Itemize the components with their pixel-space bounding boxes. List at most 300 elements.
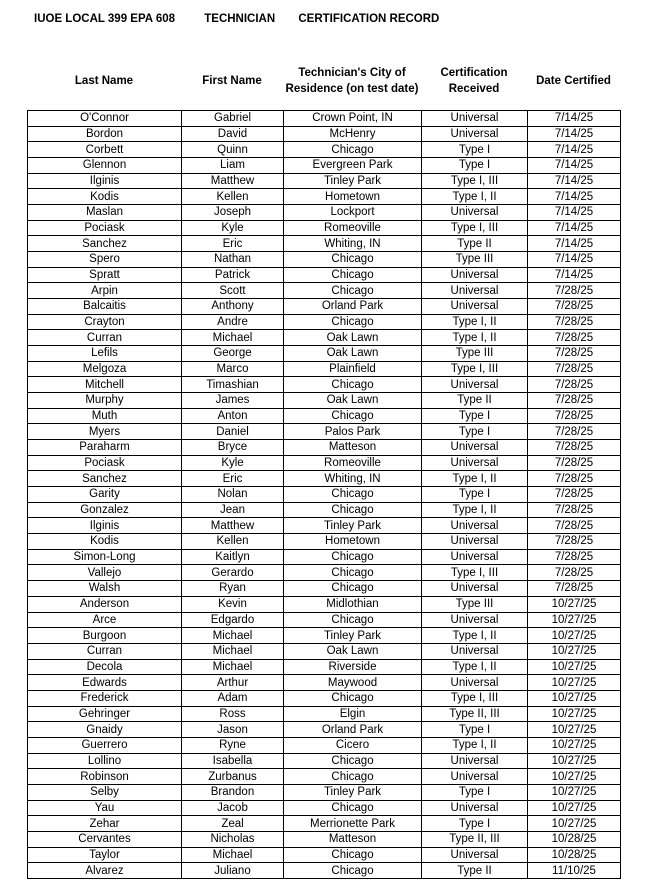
date-cell: 10/27/25 (528, 690, 621, 706)
table-row (28, 549, 621, 565)
organization-title: IUOE LOCAL 399 EPA 608 (34, 13, 176, 25)
date-cell: 7/28/25 (528, 440, 621, 456)
table-row (28, 487, 621, 503)
city-cell: Chicago (284, 283, 422, 299)
certification-cell: Universal (422, 111, 528, 127)
first-name-cell: Arthur (182, 675, 284, 691)
city-cell: Chicago (284, 863, 422, 879)
first-name-cell: Kellen (182, 189, 284, 205)
date-cell: 10/27/25 (528, 816, 621, 832)
date-cell: 7/28/25 (528, 534, 621, 550)
certification-cell: Type I (422, 487, 528, 503)
date-cell: 10/27/25 (528, 800, 621, 816)
last-name-cell: Gnaidy (28, 722, 182, 738)
certification-cell: Type I (422, 784, 528, 800)
date-cell: 10/27/25 (528, 628, 621, 644)
date-cell: 7/28/25 (528, 314, 621, 330)
first-name-cell: Liam (182, 158, 284, 174)
date-cell: 10/27/25 (528, 769, 621, 785)
certification-cell: Type I, II (422, 659, 528, 675)
first-name-cell: Jason (182, 722, 284, 738)
certification-cell: Type I (422, 158, 528, 174)
first-name-cell: Adam (182, 690, 284, 706)
date-cell: 7/14/25 (528, 220, 621, 236)
table-row (28, 455, 621, 471)
last-name-cell: Cervantes (28, 831, 182, 847)
table-row (28, 236, 621, 252)
table-row (28, 299, 621, 315)
certification-cell: Type I, II (422, 471, 528, 487)
date-cell: 7/28/25 (528, 518, 621, 534)
last-name-cell: Arce (28, 612, 182, 628)
last-name-cell: Maslan (28, 205, 182, 221)
certification-cell: Universal (422, 753, 528, 769)
date-cell: 10/27/25 (528, 722, 621, 738)
city-cell: Oak Lawn (284, 393, 422, 409)
city-cell: Romeoville (284, 455, 422, 471)
table-row (28, 816, 621, 832)
date-cell: 7/28/25 (528, 283, 621, 299)
first-name-cell: Edgardo (182, 612, 284, 628)
city-cell: Evergreen Park (284, 158, 422, 174)
table-row (28, 769, 621, 785)
certification-cell: Type III (422, 252, 528, 268)
certification-cell: Universal (422, 455, 528, 471)
last-name-cell: Guerrero (28, 737, 182, 753)
date-cell: 7/28/25 (528, 346, 621, 362)
certification-cell: Type I, III (422, 565, 528, 581)
first-name-cell: Juliano (182, 863, 284, 879)
last-name-cell: Zehar (28, 816, 182, 832)
column-header-certification: Certification Received (440, 67, 508, 95)
city-cell: Hometown (284, 534, 422, 550)
first-name-cell: Zeal (182, 816, 284, 832)
first-name-cell: Nathan (182, 252, 284, 268)
last-name-cell: Arpin (28, 283, 182, 299)
last-name-cell: Crayton (28, 314, 182, 330)
last-name-cell: Paraharm (28, 440, 182, 456)
table-row (28, 581, 621, 597)
first-name-cell: George (182, 346, 284, 362)
certification-cell: Universal (422, 377, 528, 393)
date-cell: 10/28/25 (528, 831, 621, 847)
city-cell: Chicago (284, 408, 422, 424)
city-cell: Lockport (284, 205, 422, 221)
first-name-cell: Michael (182, 847, 284, 863)
last-name-cell: Frederick (28, 690, 182, 706)
table-row (28, 596, 621, 612)
certification-cell: Type I, II (422, 330, 528, 346)
last-name-cell: Sanchez (28, 236, 182, 252)
table-row (28, 142, 621, 158)
last-name-cell: Vallejo (28, 565, 182, 581)
last-name-cell: Ilginis (28, 518, 182, 534)
table-row (28, 800, 621, 816)
date-cell: 7/28/25 (528, 299, 621, 315)
date-cell: 10/27/25 (528, 737, 621, 753)
first-name-cell: Kyle (182, 220, 284, 236)
last-name-cell: Sanchez (28, 471, 182, 487)
date-cell: 7/28/25 (528, 393, 621, 409)
city-cell: Chicago (284, 487, 422, 503)
date-cell: 7/28/25 (528, 455, 621, 471)
date-cell: 7/28/25 (528, 424, 621, 440)
date-cell: 10/27/25 (528, 784, 621, 800)
column-header-city: Technician's City of Residence (on test date) (285, 67, 419, 95)
table-row (28, 126, 621, 142)
first-name-cell: Isabella (182, 753, 284, 769)
table-row (28, 863, 621, 879)
table-row (28, 690, 621, 706)
date-cell: 7/28/25 (528, 330, 621, 346)
first-name-cell: Matthew (182, 518, 284, 534)
last-name-cell: Curran (28, 643, 182, 659)
certification-cell: Type I, II (422, 189, 528, 205)
city-cell: Chicago (284, 581, 422, 597)
city-cell: Tinley Park (284, 784, 422, 800)
city-cell: Chicago (284, 753, 422, 769)
table-row (28, 408, 621, 424)
city-cell: Matteson (284, 831, 422, 847)
city-cell: Tinley Park (284, 628, 422, 644)
first-name-cell: Marco (182, 361, 284, 377)
first-name-cell: James (182, 393, 284, 409)
certification-cell: Universal (422, 675, 528, 691)
table-row (28, 314, 621, 330)
date-cell: 7/28/25 (528, 549, 621, 565)
date-cell: 7/28/25 (528, 471, 621, 487)
first-name-cell: Kellen (182, 534, 284, 550)
certification-cell: Universal (422, 643, 528, 659)
date-cell: 7/14/25 (528, 236, 621, 252)
table-row (28, 189, 621, 205)
last-name-cell: Decola (28, 659, 182, 675)
date-cell: 10/27/25 (528, 706, 621, 722)
last-name-cell: Muth (28, 408, 182, 424)
last-name-cell: Kodis (28, 534, 182, 550)
column-header-last-name: Last Name (74, 75, 134, 87)
certification-cell: Universal (422, 534, 528, 550)
city-cell: Chicago (284, 800, 422, 816)
first-name-cell: Daniel (182, 424, 284, 440)
certification-cell: Type I (422, 816, 528, 832)
first-name-cell: Nicholas (182, 831, 284, 847)
last-name-cell: Kodis (28, 189, 182, 205)
certification-cell: Type II (422, 236, 528, 252)
certification-cell: Universal (422, 847, 528, 863)
certification-cell: Type II, III (422, 706, 528, 722)
date-cell: 7/14/25 (528, 126, 621, 142)
city-cell: Chicago (284, 549, 422, 565)
city-cell: Orland Park (284, 299, 422, 315)
first-name-cell: Michael (182, 330, 284, 346)
first-name-cell: Anton (182, 408, 284, 424)
table-row (28, 220, 621, 236)
city-cell: Crown Point, IN (284, 111, 422, 127)
date-cell: 10/28/25 (528, 847, 621, 863)
table-row (28, 753, 621, 769)
first-name-cell: Eric (182, 236, 284, 252)
table-row (28, 502, 621, 518)
first-name-cell: Timashian (182, 377, 284, 393)
table-row (28, 518, 621, 534)
last-name-cell: Curran (28, 330, 182, 346)
table-row (28, 424, 621, 440)
city-cell: Whiting, IN (284, 236, 422, 252)
certification-cell: Type II, III (422, 831, 528, 847)
table-row (28, 643, 621, 659)
table-row (28, 784, 621, 800)
first-name-cell: Gerardo (182, 565, 284, 581)
table-row (28, 377, 621, 393)
date-cell: 10/27/25 (528, 596, 621, 612)
date-cell: 7/28/25 (528, 408, 621, 424)
certification-cell: Universal (422, 549, 528, 565)
city-cell: Whiting, IN (284, 471, 422, 487)
certification-cell: Universal (422, 299, 528, 315)
first-name-cell: Brandon (182, 784, 284, 800)
date-cell: 10/27/25 (528, 753, 621, 769)
city-cell: Midlothian (284, 596, 422, 612)
document-header (34, 13, 439, 25)
date-cell: 7/14/25 (528, 189, 621, 205)
column-header-first-name: First Name (202, 75, 262, 87)
city-cell: Chicago (284, 252, 422, 268)
last-name-cell: Pociask (28, 455, 182, 471)
certification-cell: Type I, II (422, 314, 528, 330)
date-cell: 7/14/25 (528, 267, 621, 283)
certification-cell: Universal (422, 440, 528, 456)
last-name-cell: Garity (28, 487, 182, 503)
table-row (28, 471, 621, 487)
certification-cell: Universal (422, 283, 528, 299)
city-cell: Chicago (284, 142, 422, 158)
last-name-cell: Lefils (28, 346, 182, 362)
date-cell: 7/28/25 (528, 487, 621, 503)
city-cell: Chicago (284, 612, 422, 628)
certification-cell: Universal (422, 518, 528, 534)
last-name-cell: Taylor (28, 847, 182, 863)
last-name-cell: Gehringer (28, 706, 182, 722)
last-name-cell: Walsh (28, 581, 182, 597)
table-row (28, 737, 621, 753)
certification-cell: Type II (422, 863, 528, 879)
table-row (28, 111, 621, 127)
certification-cell: Universal (422, 800, 528, 816)
city-cell: Romeoville (284, 220, 422, 236)
certification-cell: Type I, II (422, 628, 528, 644)
last-name-cell: Robinson (28, 769, 182, 785)
date-cell: 7/28/25 (528, 377, 621, 393)
certification-cell: Type I, III (422, 173, 528, 189)
date-cell: 10/27/25 (528, 643, 621, 659)
first-name-cell: Andre (182, 314, 284, 330)
certification-cell: Type II (422, 393, 528, 409)
table-row (28, 675, 621, 691)
city-cell: Chicago (284, 314, 422, 330)
table-row (28, 565, 621, 581)
date-cell: 7/28/25 (528, 565, 621, 581)
last-name-cell: Murphy (28, 393, 182, 409)
certification-cell: Type I, II (422, 737, 528, 753)
table-row (28, 346, 621, 362)
certification-cell: Type I, III (422, 220, 528, 236)
city-cell: Tinley Park (284, 518, 422, 534)
last-name-cell: Mitchell (28, 377, 182, 393)
certification-cell: Type I (422, 408, 528, 424)
city-cell: McHenry (284, 126, 422, 142)
certification-cell: Universal (422, 612, 528, 628)
city-cell: Oak Lawn (284, 643, 422, 659)
city-cell: Hometown (284, 189, 422, 205)
table-row (28, 612, 621, 628)
last-name-cell: Ilginis (28, 173, 182, 189)
last-name-cell: Selby (28, 784, 182, 800)
first-name-cell: Scott (182, 283, 284, 299)
city-cell: Cicero (284, 737, 422, 753)
city-cell: Elgin (284, 706, 422, 722)
first-name-cell: Jean (182, 502, 284, 518)
last-name-cell: Spero (28, 252, 182, 268)
certification-cell: Type I (422, 142, 528, 158)
last-name-cell: Lollino (28, 753, 182, 769)
city-cell: Oak Lawn (284, 346, 422, 362)
city-cell: Orland Park (284, 722, 422, 738)
date-cell: 7/28/25 (528, 502, 621, 518)
certification-cell: Type I (422, 424, 528, 440)
certification-cell: Type I (422, 722, 528, 738)
last-name-cell: Melgoza (28, 361, 182, 377)
last-name-cell: Myers (28, 424, 182, 440)
last-name-cell: Yau (28, 800, 182, 816)
city-cell: Chicago (284, 769, 422, 785)
certification-cell: Universal (422, 769, 528, 785)
first-name-cell: Gabriel (182, 111, 284, 127)
first-name-cell: Quinn (182, 142, 284, 158)
last-name-cell: Glennon (28, 158, 182, 174)
table-row (28, 252, 621, 268)
certification-table (27, 110, 621, 879)
technician-title: TECHNICIAN (204, 13, 276, 25)
certification-cell: Type III (422, 346, 528, 362)
first-name-cell: Ross (182, 706, 284, 722)
city-cell: Plainfield (284, 361, 422, 377)
city-cell: Matteson (284, 440, 422, 456)
last-name-cell: Simon-Long (28, 549, 182, 565)
last-name-cell: Gonzalez (28, 502, 182, 518)
certification-cell: Type I, III (422, 690, 528, 706)
date-cell: 7/28/25 (528, 581, 621, 597)
certification-cell: Universal (422, 267, 528, 283)
column-header-date: Date Certified (536, 75, 611, 87)
table-row (28, 706, 621, 722)
city-cell: Maywood (284, 675, 422, 691)
table-row (28, 173, 621, 189)
last-name-cell: Balcaitis (28, 299, 182, 315)
city-cell: Tinley Park (284, 173, 422, 189)
certification-cell: Type I, III (422, 361, 528, 377)
table-row (28, 283, 621, 299)
first-name-cell: Joseph (182, 205, 284, 221)
last-name-cell: Anderson (28, 596, 182, 612)
record-title: CERTIFICATION RECORD (298, 13, 440, 25)
certification-cell: Universal (422, 581, 528, 597)
first-name-cell: Ryan (182, 581, 284, 597)
first-name-cell: Kaitlyn (182, 549, 284, 565)
first-name-cell: Anthony (182, 299, 284, 315)
first-name-cell: Michael (182, 628, 284, 644)
city-cell: Chicago (284, 377, 422, 393)
table-row (28, 361, 621, 377)
city-cell: Chicago (284, 267, 422, 283)
date-cell: 7/14/25 (528, 111, 621, 127)
table-row (28, 393, 621, 409)
last-name-cell: Burgoon (28, 628, 182, 644)
table-row (28, 722, 621, 738)
table-row (28, 330, 621, 346)
last-name-cell: Pociask (28, 220, 182, 236)
table-row (28, 659, 621, 675)
first-name-cell: Matthew (182, 173, 284, 189)
last-name-cell: Corbett (28, 142, 182, 158)
city-cell: Chicago (284, 502, 422, 518)
first-name-cell: Ryne (182, 737, 284, 753)
date-cell: 10/27/25 (528, 612, 621, 628)
date-cell: 7/14/25 (528, 142, 621, 158)
city-cell: Riverside (284, 659, 422, 675)
certification-cell: Type I, II (422, 502, 528, 518)
first-name-cell: Michael (182, 659, 284, 675)
date-cell: 7/14/25 (528, 173, 621, 189)
certification-cell: Type III (422, 596, 528, 612)
table-row (28, 534, 621, 550)
table-row (28, 205, 621, 221)
table-row (28, 267, 621, 283)
date-cell: 10/27/25 (528, 659, 621, 675)
table-row (28, 831, 621, 847)
first-name-cell: Jacob (182, 800, 284, 816)
first-name-cell: Michael (182, 643, 284, 659)
city-cell: Palos Park (284, 424, 422, 440)
table-row (28, 847, 621, 863)
table-row (28, 628, 621, 644)
last-name-cell: Bordon (28, 126, 182, 142)
date-cell: 7/14/25 (528, 252, 621, 268)
first-name-cell: Nolan (182, 487, 284, 503)
first-name-cell: Eric (182, 471, 284, 487)
date-cell: 7/14/25 (528, 158, 621, 174)
date-cell: 11/10/25 (528, 863, 621, 879)
date-cell: 10/27/25 (528, 675, 621, 691)
date-cell: 7/14/25 (528, 205, 621, 221)
first-name-cell: Kevin (182, 596, 284, 612)
table-row (28, 158, 621, 174)
city-cell: Chicago (284, 690, 422, 706)
certification-cell: Universal (422, 205, 528, 221)
first-name-cell: Patrick (182, 267, 284, 283)
city-cell: Merrionette Park (284, 816, 422, 832)
first-name-cell: Zurbanus (182, 769, 284, 785)
city-cell: Chicago (284, 847, 422, 863)
first-name-cell: Kyle (182, 455, 284, 471)
certification-cell: Universal (422, 126, 528, 142)
last-name-cell: Edwards (28, 675, 182, 691)
last-name-cell: O'Connor (28, 111, 182, 127)
city-cell: Oak Lawn (284, 330, 422, 346)
table-row (28, 440, 621, 456)
first-name-cell: Bryce (182, 440, 284, 456)
date-cell: 7/28/25 (528, 361, 621, 377)
